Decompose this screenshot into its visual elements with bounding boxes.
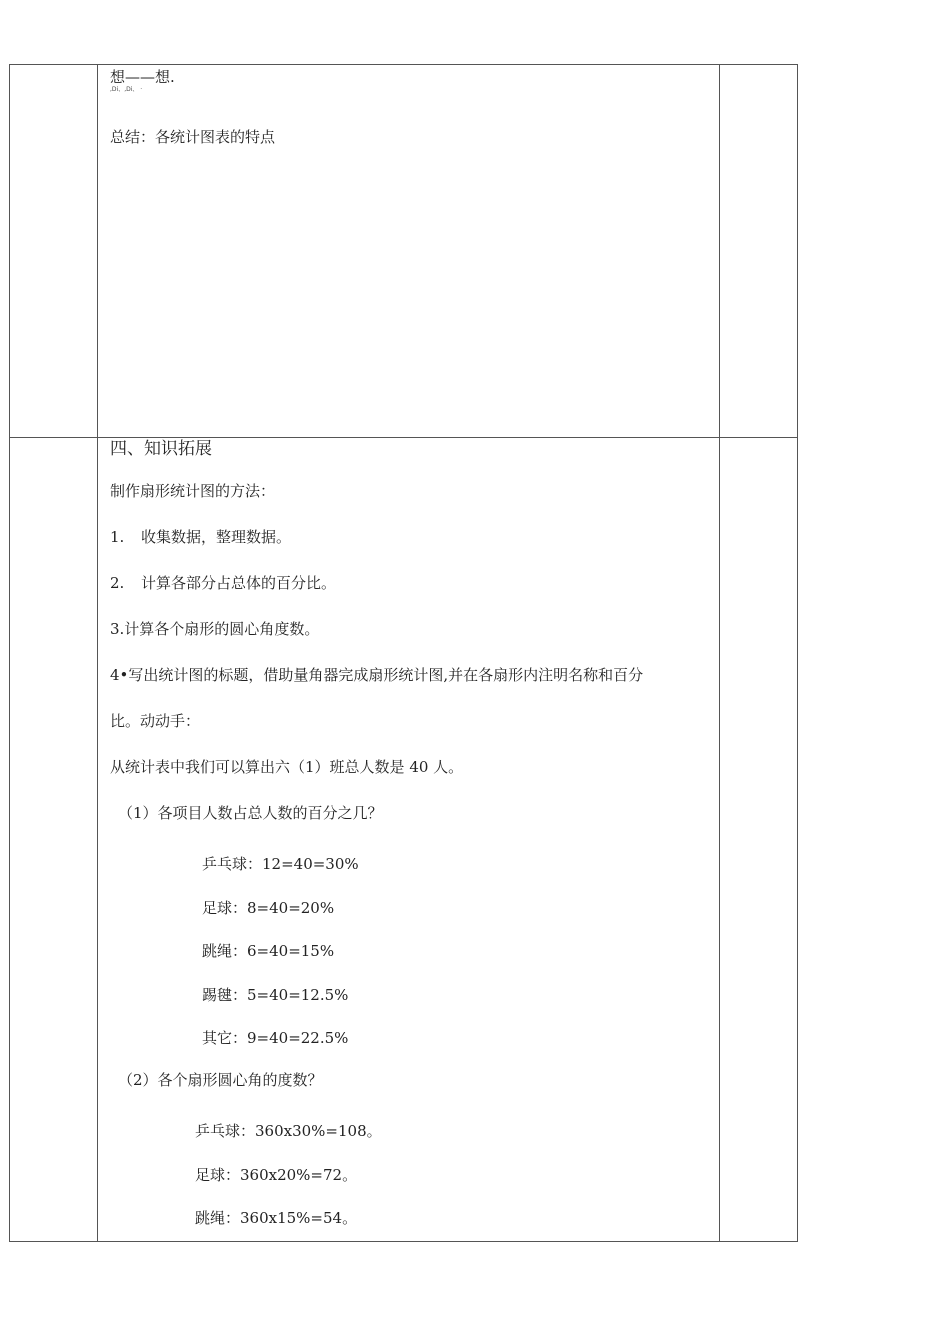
angle-line: 足球：360x20%=72。 bbox=[195, 1166, 358, 1184]
question-2: （2）各个扇形圆心角的度数？ bbox=[118, 1071, 323, 1089]
tiny-note: ,Di、,Di、 · bbox=[110, 86, 143, 93]
total-students-text: 从统计表中我们可以算出六（1）班总人数是 40 人。 bbox=[110, 758, 464, 776]
column-divider-right bbox=[719, 65, 720, 1241]
step2-number: 2. bbox=[110, 574, 125, 592]
step4-text-line2: 比。动动手： bbox=[110, 712, 201, 730]
think-text: 想——想. bbox=[110, 68, 175, 86]
angle-line: 乒乓球：360x30%=108。 bbox=[195, 1122, 382, 1140]
step1-text: 收集数据，整理数据。 bbox=[141, 528, 292, 546]
percent-line: 踢毽：5=40=12.5% bbox=[202, 986, 349, 1004]
percent-line: 其它：9=40=22.5% bbox=[202, 1029, 349, 1047]
section-heading: 四、知识拓展 bbox=[110, 439, 212, 459]
step1-number: 1. bbox=[110, 528, 125, 546]
row-divider bbox=[10, 437, 797, 438]
lesson-table bbox=[9, 64, 798, 1242]
percent-line: 乒乓球：12=40=30% bbox=[202, 855, 359, 873]
step3-text: 3.计算各个扇形的圆心角度数。 bbox=[110, 620, 320, 638]
percent-line: 跳绳：6=40=15% bbox=[202, 942, 335, 960]
percent-line: 足球：8=40=20% bbox=[202, 899, 335, 917]
method-title: 制作扇形统计图的方法： bbox=[110, 482, 276, 500]
step2-text: 计算各部分占总体的百分比。 bbox=[141, 574, 337, 592]
angle-line: 跳绳：360x15%=54。 bbox=[195, 1209, 358, 1227]
step4-text-line1: 4•写出统计图的标题，借助量角器完成扇形统计图,并在各扇形内注明名称和百分 bbox=[110, 666, 644, 684]
column-divider-left bbox=[97, 65, 98, 1241]
question-1: （1）各项目人数占总人数的百分之几？ bbox=[118, 804, 383, 822]
summary-text: 总结：各统计图表的特点 bbox=[110, 128, 276, 146]
